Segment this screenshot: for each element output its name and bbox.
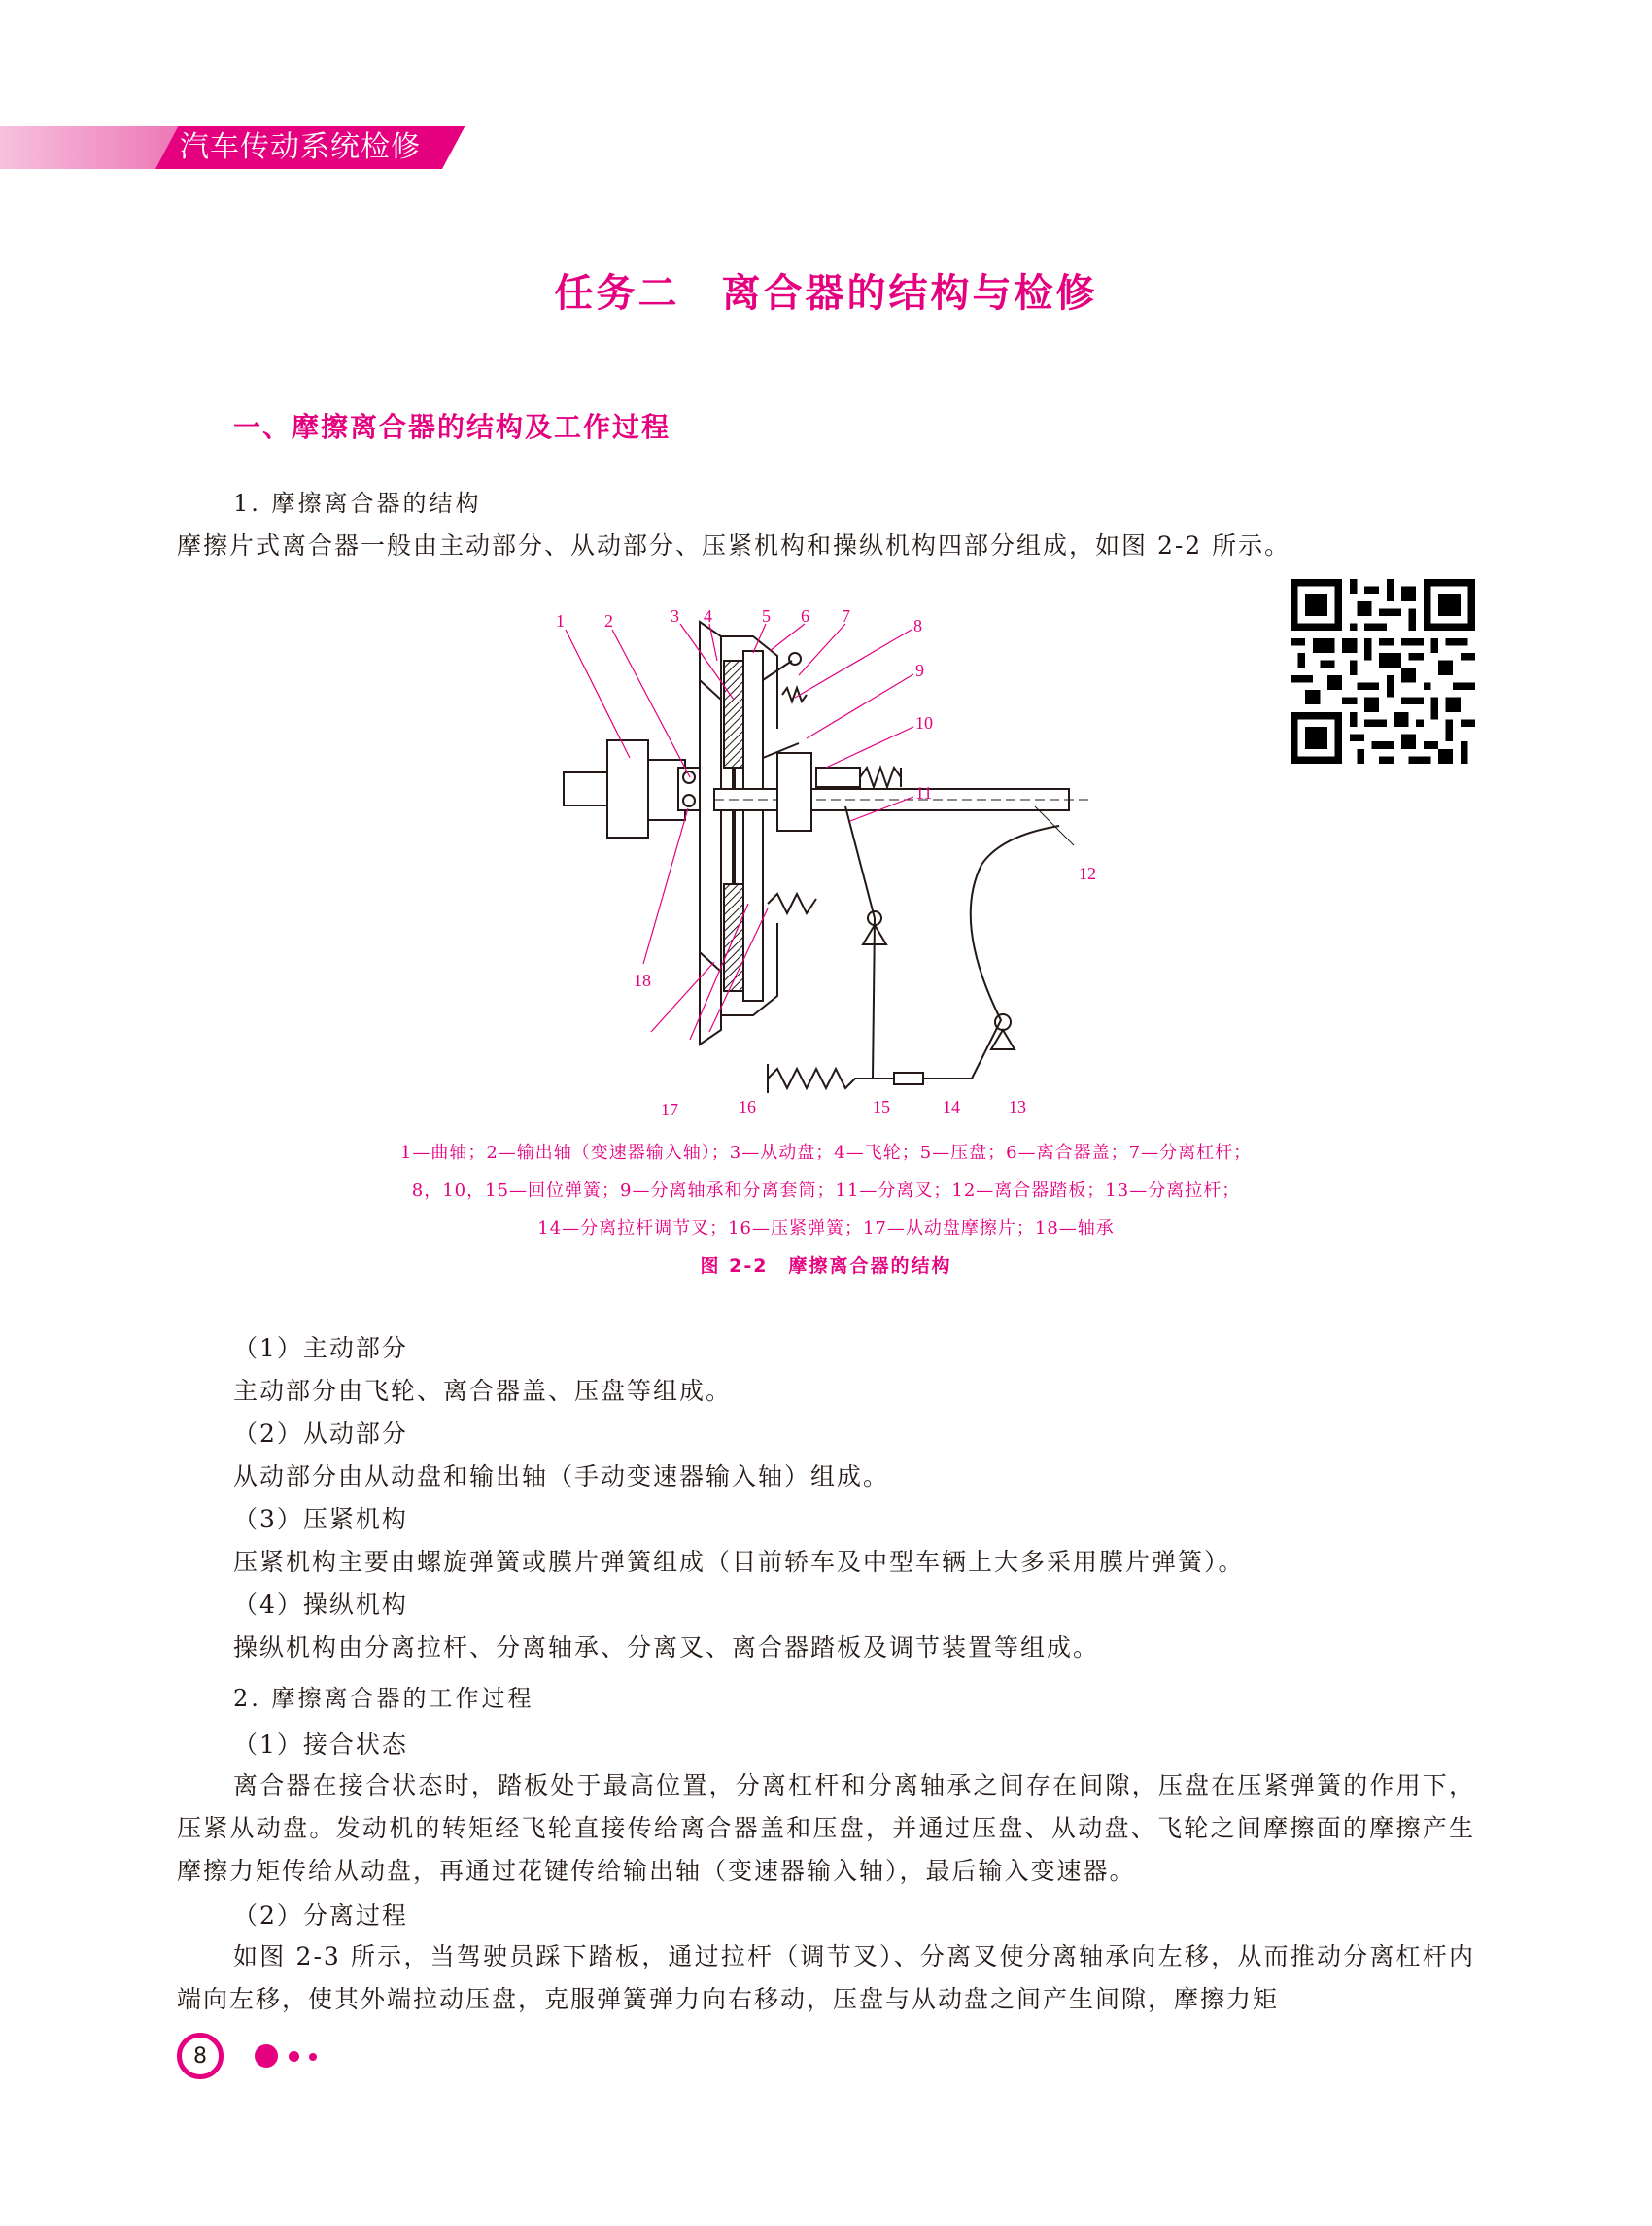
part-label: 11 bbox=[915, 783, 933, 803]
part-label: 18 bbox=[634, 971, 651, 990]
figure-title: 图 2-2 摩擦离合器的结构 bbox=[700, 1255, 952, 1277]
release-bearing bbox=[777, 753, 811, 831]
engage-text: 离合器在接合状态时，踏板处于最高位置，分离杠杆和分离轴承之间存在间隙，压盘在压紧弹簧的作用下，压紧从动盘。发动机的转矩经飞轮直接传给离合器盖和压盘，并通过压盘、从动盘、飞轮之间摩擦面的摩擦产生摩擦力矩传给从动盘，再通过花键传给输出轴（变速器输入轴），最后输入变速器。 bbox=[177, 1771, 1475, 1885]
figure-caption-line: 1—曲轴；2—输出轴（变速器输入轴）；3—从动盘；4—飞轮；5—压盘；6—离合器盖；7—分离杠杆； bbox=[399, 1143, 1253, 1163]
part-label: 10 bbox=[915, 713, 933, 733]
clutch-pedal bbox=[971, 826, 1059, 1079]
part-label: 8 bbox=[913, 616, 922, 635]
structure-intro: 摩擦片式离合器一般由主动部分、从动部分、压紧机构和操纵机构四部分组成，如图 2-2 所示。 bbox=[177, 531, 1291, 560]
page-dot-medium bbox=[289, 2051, 299, 2062]
part-label: 4 bbox=[704, 606, 712, 626]
task-title: 任务二 离合器的结构与检修 bbox=[554, 270, 1098, 316]
sub-heading-process: 2. 摩擦离合器的工作过程 bbox=[233, 1685, 534, 1712]
part-label: 17 bbox=[661, 1100, 678, 1119]
part-label: 7 bbox=[842, 606, 850, 626]
clutch-structure-diagram bbox=[544, 583, 1108, 1127]
part-label: 1 bbox=[556, 611, 565, 631]
flywheel-part bbox=[700, 622, 721, 1045]
part-label: 12 bbox=[1079, 864, 1096, 883]
part-text-pressing: 压紧机构主要由螺旋弹簧或膜片弹簧组成（目前轿车及中型车辆上大多采用膜片弹簧）。 bbox=[233, 1548, 1245, 1576]
part-text-driving: 主动部分由飞轮、离合器盖、压盘等组成。 bbox=[233, 1377, 733, 1405]
separate-heading: （2）分离过程 bbox=[233, 1901, 408, 1930]
pressure-plate bbox=[743, 651, 763, 1001]
part-heading-operating: （4）操纵机构 bbox=[233, 1591, 408, 1619]
figure-caption-line: 14—分离拉杆调节叉；16—压紧弹簧；17—从动盘摩擦片；18—轴承 bbox=[537, 1218, 1115, 1239]
engage-heading: （1）接合状态 bbox=[233, 1730, 408, 1759]
part-label: 16 bbox=[739, 1097, 756, 1116]
figure-caption-line: 8，10，15—回位弹簧；9—分离轴承和分离套筒；11—分离叉；12—离合器踏板；13—分离拉杆； bbox=[411, 1181, 1241, 1201]
sub-heading-structure: 1. 摩擦离合器的结构 bbox=[233, 490, 482, 517]
part-label: 14 bbox=[943, 1097, 960, 1116]
part-label: 3 bbox=[671, 606, 679, 626]
friction-disc-upper bbox=[724, 661, 743, 768]
page-number: 8 bbox=[177, 2033, 224, 2079]
section-title: 一、摩擦离合器的结构及工作过程 bbox=[233, 411, 671, 443]
part-text-operating: 操纵机构由分离拉杆、分离轴承、分离叉、离合器踏板及调节装置等组成。 bbox=[233, 1633, 1100, 1661]
part-heading-pressing: （3）压紧机构 bbox=[233, 1505, 408, 1533]
page-dot-small bbox=[309, 2053, 317, 2061]
header-title: 汽车传动系统检修 bbox=[180, 130, 421, 164]
release-fork bbox=[845, 806, 875, 918]
part-label: 6 bbox=[801, 606, 809, 626]
part-label: 13 bbox=[1009, 1097, 1026, 1116]
qr-code-icon bbox=[1291, 579, 1475, 764]
part-heading-driving: （1）主动部分 bbox=[233, 1334, 408, 1362]
part-label: 5 bbox=[762, 606, 771, 626]
separate-text: 如图 2-3 所示，当驾驶员踩下踏板，通过拉杆（调节叉）、分离叉使分离轴承向左移，从而推动分离杠杆内端向左移，使其外端拉动压盘，克服弹簧弹力向右移动，压盘与从动盘之间产生间隙，摩擦力矩 bbox=[177, 1942, 1475, 2013]
part-label: 9 bbox=[915, 661, 924, 680]
part-label: 15 bbox=[873, 1097, 890, 1116]
part-heading-driven: （2）从动部分 bbox=[233, 1420, 408, 1448]
page-dot-large bbox=[255, 2044, 278, 2068]
part-label: 2 bbox=[604, 611, 613, 631]
part-text-driven: 从动部分由从动盘和输出轴（手动变速器输入轴）组成。 bbox=[233, 1462, 890, 1490]
